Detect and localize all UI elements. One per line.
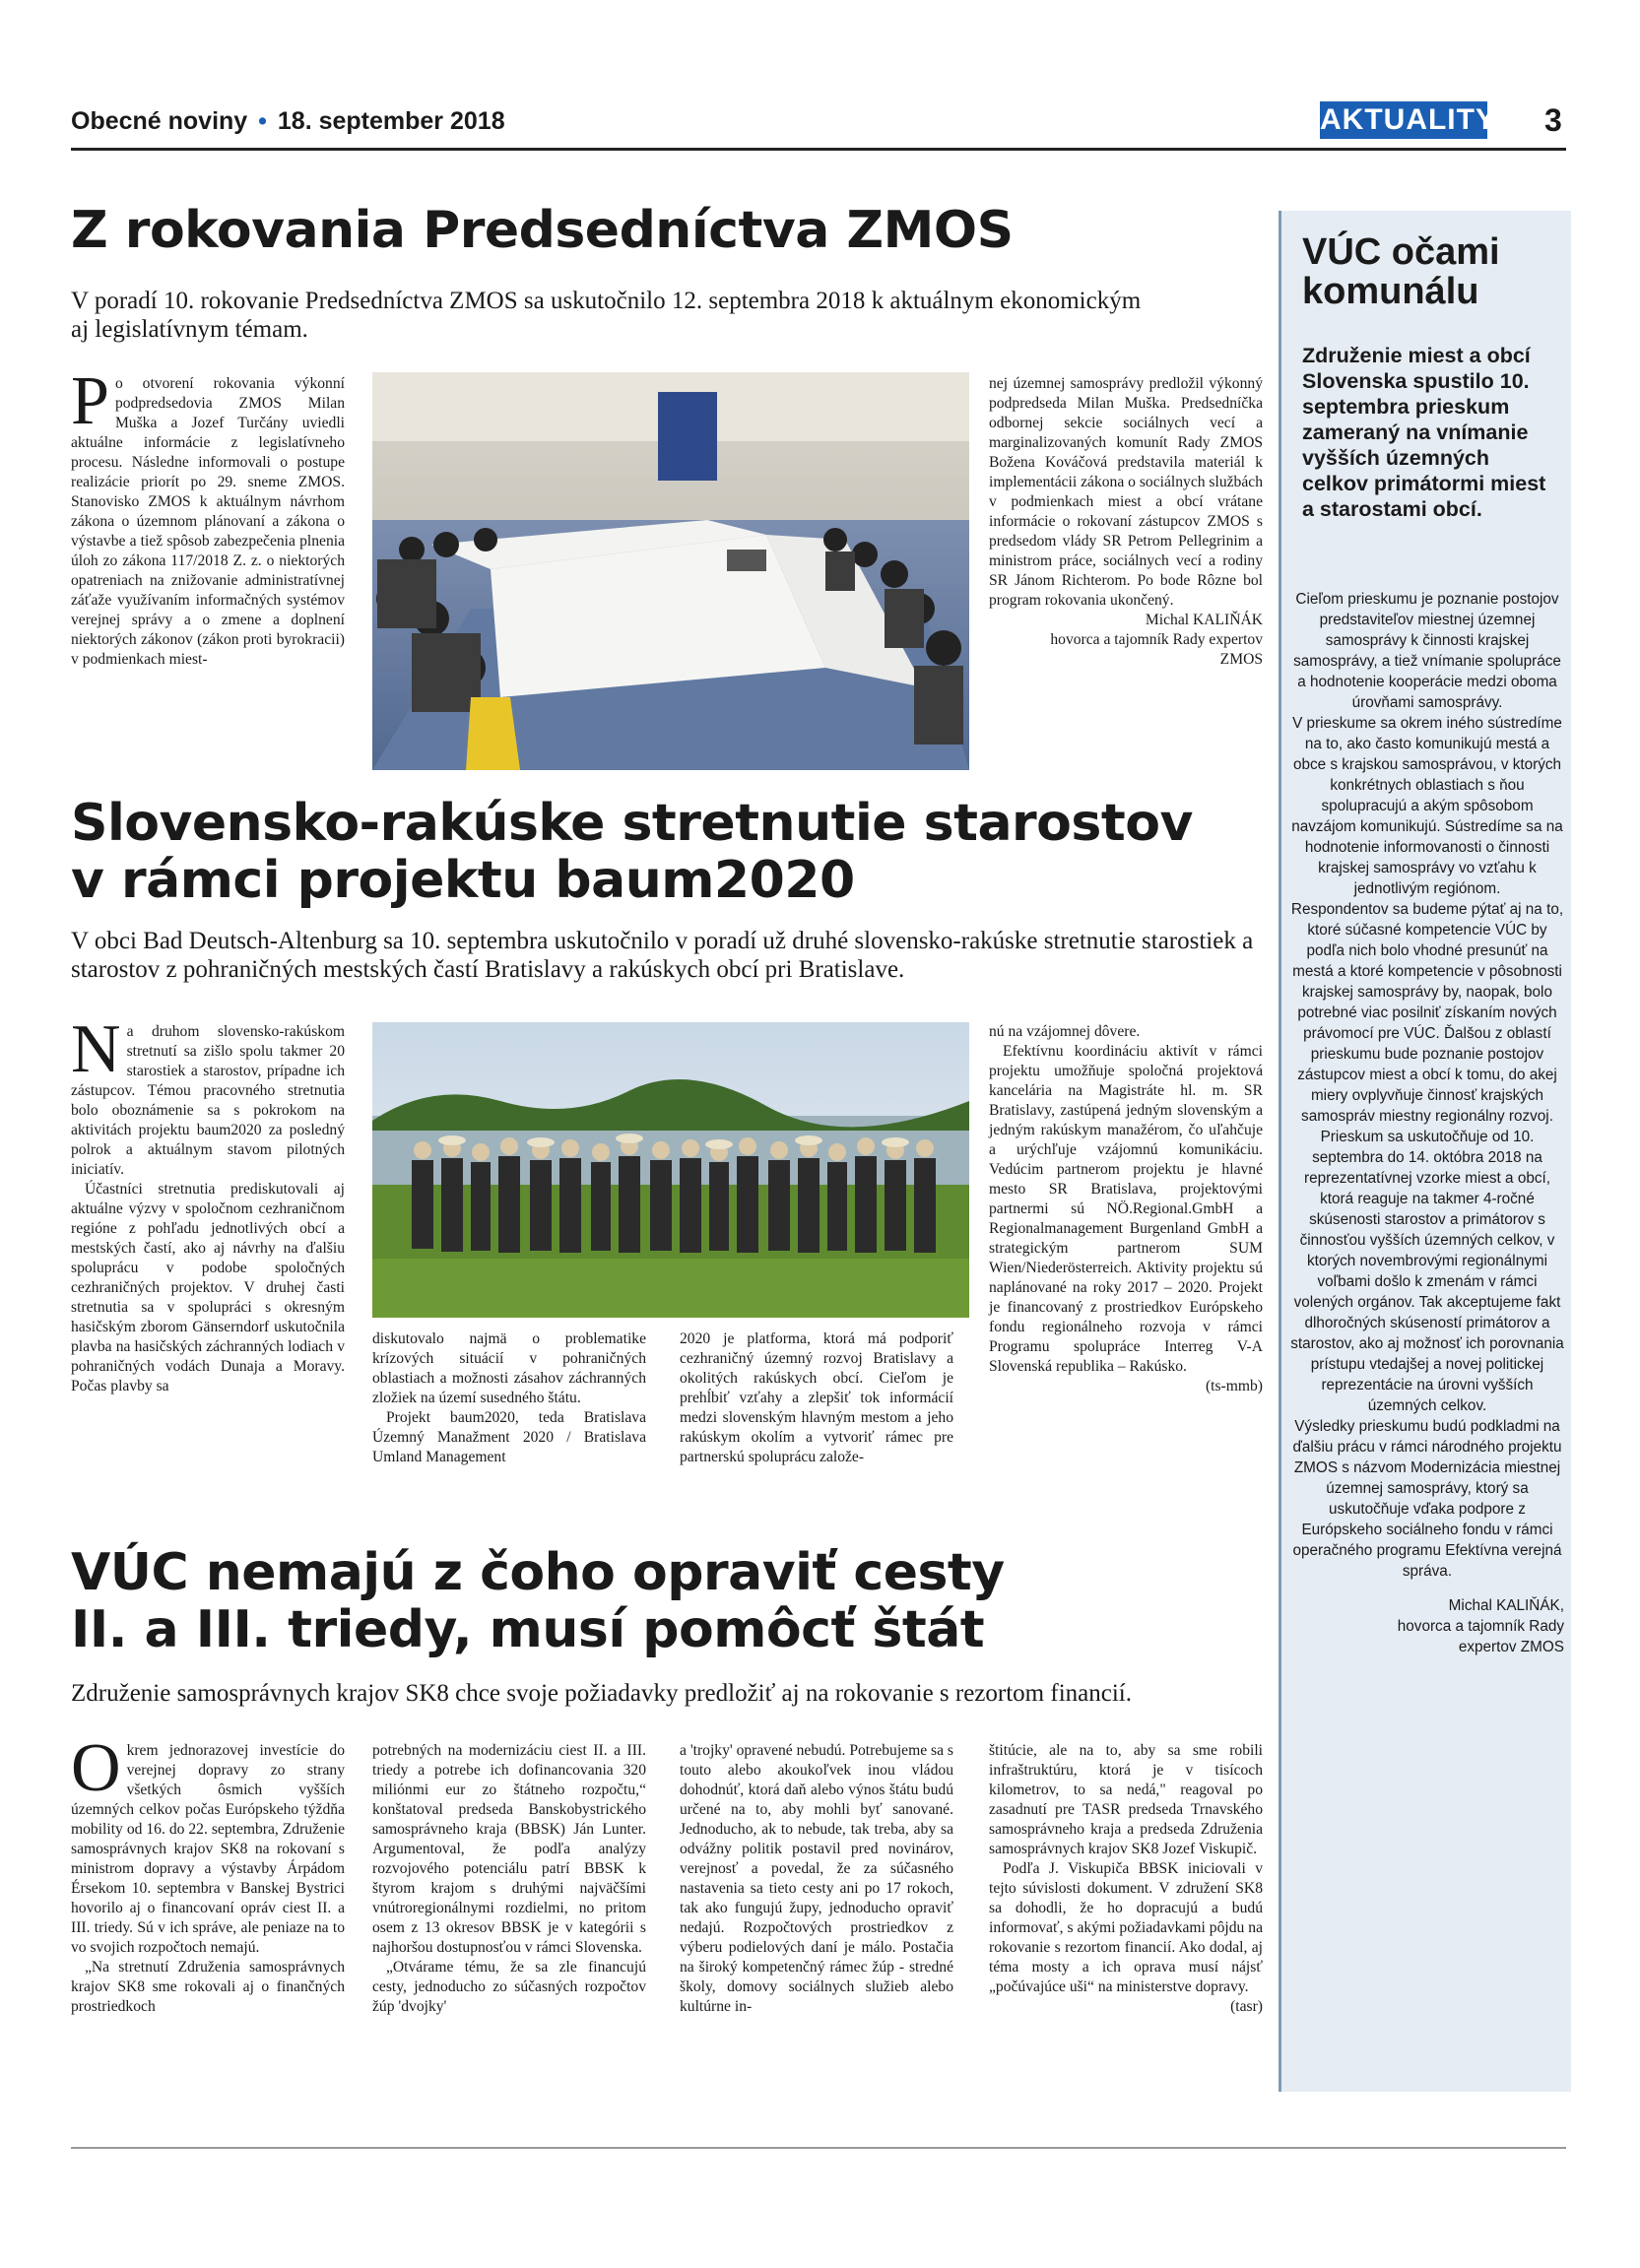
article2-dropcap: N xyxy=(71,1011,121,1087)
article2-col2-p2: Projekt baum2020, teda Bratislava Územný Manažment 2020 / Bratislava Umland Management xyxy=(372,1409,646,1465)
sidebar-lead: Združenie miest a obcí Slovenska spustilo 10. septembra prieskum zameraný na vnímanie vyšších územných celkov primátormi miest a starostami obcí. xyxy=(1302,344,1546,521)
article3-col1-p2: „Na stretnutí Združenia samosprávnych krajov SK8 sme rokovali aj o finančných prostriedkoch xyxy=(71,1959,345,2015)
issue-date: 18. september 2018 xyxy=(277,107,505,135)
article3-col4 xyxy=(989,1741,1263,2017)
sidebar-title: VÚC očami komunálu xyxy=(1302,231,1500,312)
article3-col3-text: a 'trojky' opravené nebudú. Potrebujeme sa s touto alebo akoukoľvek inou vládou dohodnúť, ktorá daň alebo výnos štátu budú určené na to, aby mohli byť sanované. Jednoducho, ak to nebude, tak treba, aby sa odvážny politik postavil pred novinárov, verejnosť a povedal, že za súčasného nastavenia sa tieto cesty ani po 17 rokoch, tak ako fungujú župy, jednoducho opraviť nedajú. Rozpočtových prostriedkov z výberu podielových daní je málo. Postačia na široký kompetenčný rámec žúp - stredné školy, domovy sociálnych služieb alebo kultúrne in- xyxy=(680,1742,953,2015)
header-bullet: • xyxy=(258,107,267,135)
article2-title-line2: v rámci projektu baum2020 xyxy=(71,851,855,910)
meeting-room-image xyxy=(372,372,969,770)
masthead xyxy=(71,106,505,136)
footer-rule xyxy=(71,2147,1566,2149)
article2-col2-p1: diskutovalo najmä o problematike krízových situácií v pohraničných oblastiach a možnosti zásahov záchranných zložiek na území susedného štátu. xyxy=(372,1330,646,1406)
article2-title-line1: Slovensko-rakúske stretnutie starostov xyxy=(71,794,1193,853)
article3-lead: Združenie samosprávnych krajov SK8 chce svoje požiadavky predložiť aj na rokovanie s rezortom financií. xyxy=(71,1680,1132,1707)
article2-col1-p2: Účastníci stretnutia prediskutovali aj aktuálne výzvy v spoločnom cezhraničnom regióne z pohľadu jednotlivých obcí a mestských častí, ako aj návrhy na ďalšiu spoluprácu v podobe spoločných cezhraničných projektov. V druhej časti stretnutia sa v spolupráci s okresným hasičským zborom Gänserndorf uskutočnila plavba na hasičských záchranných lodiach v pohraničných vodách Dunaja a Moravy. Počas plavby sa xyxy=(71,1181,345,1394)
group-photo xyxy=(372,1022,969,1318)
sidebar-p5: Výsledky prieskumu budú podkladmi na ďalšiu prácu v rámci národného projektu ZMOS s názvom Modernizácia miestnej územnej samosprávy, ktorý sa uskutočňuje vďaka podpore z Európskeho sociálneho fondu v rámci operačného programu Efektívna verejná správa. xyxy=(1292,1418,1562,1580)
sidebar-p4: Prieskum sa uskutočňuje od 10. septembra do 14. októbra 2018 na reprezentatívnej vzorke miest a obcí, ktorá reaguje na takmer 4-ročné skúsenosti starostov a primátorov s činnosťou vyšších územných celkov, v ktorých novembrovými regionálnymi voľbami došlo k zmenám v rámci volených orgánov. Tak akceptujeme fakt dlhoročných skúseností primátorov a starostov, ako aj možnosť ich porovnania prístupu vtedajšej a novej politickej reprezentácie na úrovni vyšších územných celkov. xyxy=(1290,1129,1564,1414)
article3-col2-p2: „Otvárame tému, že sa zle financujú cesty, jednoducho zo súčasných rozpočtov žúp 'dvojky' xyxy=(372,1959,646,2015)
article2-col4 xyxy=(989,1022,1263,1396)
article3-signature: (tasr) xyxy=(1230,1998,1263,2015)
article2-col4-p2: Efektívnu koordináciu aktivít v rámci projektu umožňuje spoločná projektová kancelária na Magistráte hl. m. SR Bratislavy, zastúpená jedným slovenským a jedným rakúskym manažérom, čo uľahčuje a urýchľuje vzájomnú komunikáciu. Vedúcim partnerom projektu je hlavné mesto SR Bratislava, projektovými partnermi sú NÖ.Regional.GmbH a Regionalmanagement Burgenland GmbH a strategickým partnerom SUM Wien/Niederösterreich. Aktivity projektu sú naplánované na roky 2017 – 2020. Projekt je financovaný z prostriedkov Európskeho fondu regionálneho rozvoja v rámci Programu spolupráce Interreg V-A Slovenská republika – Rakúsko. xyxy=(989,1043,1263,1375)
article3-title-line1: VÚC nemajú z čoho opraviť cesty xyxy=(71,1543,1005,1602)
sidebar-body xyxy=(1290,589,1564,1657)
article2-col1-p1: a druhom slovensko-rakúskom stretnutí sa zišlo spolu takmer 20 starostiek a starostov, prípadne ich zástupcov. Témou pracovného stretnutia bolo oboznámenie sa s pokrokom na aktivitách projektu baum2020 za posledný polrok a aktuálnym stavom pilotných iniciatív. xyxy=(71,1023,345,1178)
article1-dropcap: P xyxy=(71,363,109,439)
article3-col1 xyxy=(71,1730,345,2017)
article2-lead: V obci Bad Deutsch-Altenburg sa 10. septembra uskutočnilo v poradí už druhé slovensko-rakúske stretnutie starostiek a starostov z pohraničných mestských častí Bratislavy a rakúskych obcí pri Bratislave. xyxy=(71,928,1254,983)
article1-col3 xyxy=(989,374,1263,670)
article1-col1-text: o otvorení rokovania výkonní podpredsedovia ZMOS Milan Muška a Jozef Turčány uviedli aktuálne informácie z legislatívneho procesu. Následne informovali o postupe realizácie priorít po 29. sneme ZMOS. Stanovisko ZMOS k aktuálnym návrhom zákona o územnom plánovaní a zákona o výstavbe a tiež spôsob zabezpečenia plnenia úloh zo zákona 117/2018 Z. z. o niektorých opatreniach na znižovanie administratívnej záťaže využívaním informačných systémov verejnej správy a o zmene a doplnení niektorých zákonov (zákon proti byrokracii) v podmienkach miest- xyxy=(71,375,345,668)
article2-col3 xyxy=(680,1329,953,1467)
article3-col4-p1: štitúcie, ale na to, aby sa sme robili infraštruktúru, ktorá je v tisícoch kilometrov, to sa nedá," reagoval po zasadnutí pre TASR predseda Trnavského samosprávneho kraja a predseda Združenia samosprávnych krajov SK8 Jozef Viskupič. xyxy=(989,1742,1263,1857)
meeting-photo xyxy=(372,372,969,770)
article1-col1 xyxy=(71,363,345,670)
article3-title-line2: II. a III. triedy, musí pomôcť štát xyxy=(71,1600,985,1659)
article3-col4-p2: Podľa J. Viskupiča BBSK iniciovali v tejto súvislosti dokument. V združení SK8 sa dohodli, že ho dopracujú a budú informovať, s akými požiadavkami pôjdu na rokovanie s rezortom financií. Ako dodal, aj téma mosty a ich oprava musí nájsť „počúvajúce uši“ na ministerstve dopravy. xyxy=(989,1860,1263,1995)
article2-title xyxy=(71,795,1282,909)
header-rule xyxy=(71,148,1566,151)
article3-dropcap: O xyxy=(71,1730,121,1806)
section-label: AKTUALITY xyxy=(1320,101,1487,139)
article1-signature-role: hovorca a tajomník Rady expertov ZMOS xyxy=(1050,631,1263,668)
article2-col4-p1: nú na vzájomnej dôvere. xyxy=(989,1023,1141,1040)
article1-lead: V poradí 10. rokovanie Predsedníctva ZMOS sa uskutočnilo 12. septembra 2018 k aktuálnym ekonomickým aj legislatívnym témam. xyxy=(71,288,1142,343)
page-number: 3 xyxy=(1544,102,1562,138)
article2-col3-text: 2020 je platforma, ktorá má podporiť cezhraničný územný rozvoj Bratislavy a okolitých rakúskych obcí. Cieľom je prehĺbiť vzťahy a zlepšiť tok informácií medzi slovenským hlavným mestom a jeho rakúskym okolím a vytvoriť rámec pre partnerskú spoluprácu založe- xyxy=(680,1330,953,1465)
sidebar-p3: Respondentov sa budeme pýtať aj na to, ktoré súčasné kompetencie VÚC by podľa nich bolo vhodné presunúť na mestá a ktoré kompetencie v pôsobnosti krajskej samosprávy by, naopak, bolo potrebné viac posilniť získaním nových právomocí pre VÚC. Ďalšou z oblastí prieskumu bude poznanie postojov zástupcov miest a obcí k tomu, do akej miery ovplyvňuje činnosť krajských samospráv miestny regionálny rozvoj. xyxy=(1290,901,1564,1125)
sidebar-signature-role2: expertov ZMOS xyxy=(1458,1639,1564,1655)
article2-col1 xyxy=(71,1011,345,1396)
article3-col3 xyxy=(680,1741,953,2017)
publication-name: Obecné noviny xyxy=(71,107,248,135)
article3-col2-p1: potrebných na modernizáciu ciest II. a III. triedy a potrebe ich dofinancovania 320 miliónmi eur zo štátneho rozpočtu,“ konštatoval predseda Banskobystrického samosprávneho kraja (BBSK) Ján Lunter. Argumentoval, že podľa analýzy rozvojového potenciálu patrí BBSK k štyrom krajom s druhými najväčšími vnútroregionálnymi rozdielmi, no pritom osem z 13 okresov BBSK je v kategórii s najhoršou dostupnosťou v rámci Slovenska. xyxy=(372,1742,646,1956)
article3-col1-p1: krem jednorazovej investície do verejnej dopravy zo strany všetkých ôsmich vyšších územných celkov počas Európskeho týždňa mobility od 16. do 22. septembra, Združenie samosprávnych krajov SK8 na rokovaní s ministrom dopravy a výstavby Árpádom Érsekom 10. septembra v Banskej Bystrici hovorilo aj o financovaní opráv ciest II. a III. triedy. Sú v ich správe, ale peniaze na to vo svojich rozpočtoch nemajú. xyxy=(71,1742,345,1956)
article1-signature-name: Michal KALIŇÁK xyxy=(1145,612,1263,628)
sidebar-p2: V prieskume sa okrem iného sústredíme na to, ako často komunikujú mestá a obce s krajskou samosprávou, v ktorých konkrétnych oblastiach s ňou spolupracujú a akým spôsobom navzájom komunikujú. Sústredíme sa na hodnotenie informovanosti o činnosti krajskej samosprávy vo vzťahu k jednotlivým regiónom. xyxy=(1291,715,1563,897)
sidebar-signature-role1: hovorca a tajomník Rady xyxy=(1397,1618,1564,1635)
article2-signature: (ts-mmb) xyxy=(1205,1378,1263,1394)
sidebar-signature-name: Michal KALIŇÁK, xyxy=(1448,1597,1564,1614)
group-outdoor-image xyxy=(372,1022,969,1318)
sidebar-p1: Cieľom prieskumu je poznanie postojov predstaviteľov miestnej územnej samosprávy k činnosti krajskej samosprávy, a tiež vnímanie spolupráce a hodnotenie kooperácie medzi oboma úrovňami samosprávy. xyxy=(1293,591,1561,711)
article1-col3-text: nej územnej samosprávy predložil výkonný podpredseda Milan Muška. Predsedníčka odbornej sekcie sociálnych vecí a marginalizovaných komunít Rady ZMOS Božena Kováčová predstavila materiál k implementácii zákona o sociálnych službách v podmienkach miest a obcí vrátane informácie o rokovaní zástupcov ZMOS s predsedom vlády SR Petrom Pellegrinim a ministrom práce, sociálnych vecí a rodiny SR Jánom Richterom. Po bode Rôzne bol program rokovania ukončený. xyxy=(989,375,1263,609)
article1-title: Z rokovania Predsedníctva ZMOS xyxy=(71,201,1014,260)
article3-col2 xyxy=(372,1741,646,2017)
article2-col2 xyxy=(372,1329,646,1467)
article3-title xyxy=(71,1544,1282,1658)
